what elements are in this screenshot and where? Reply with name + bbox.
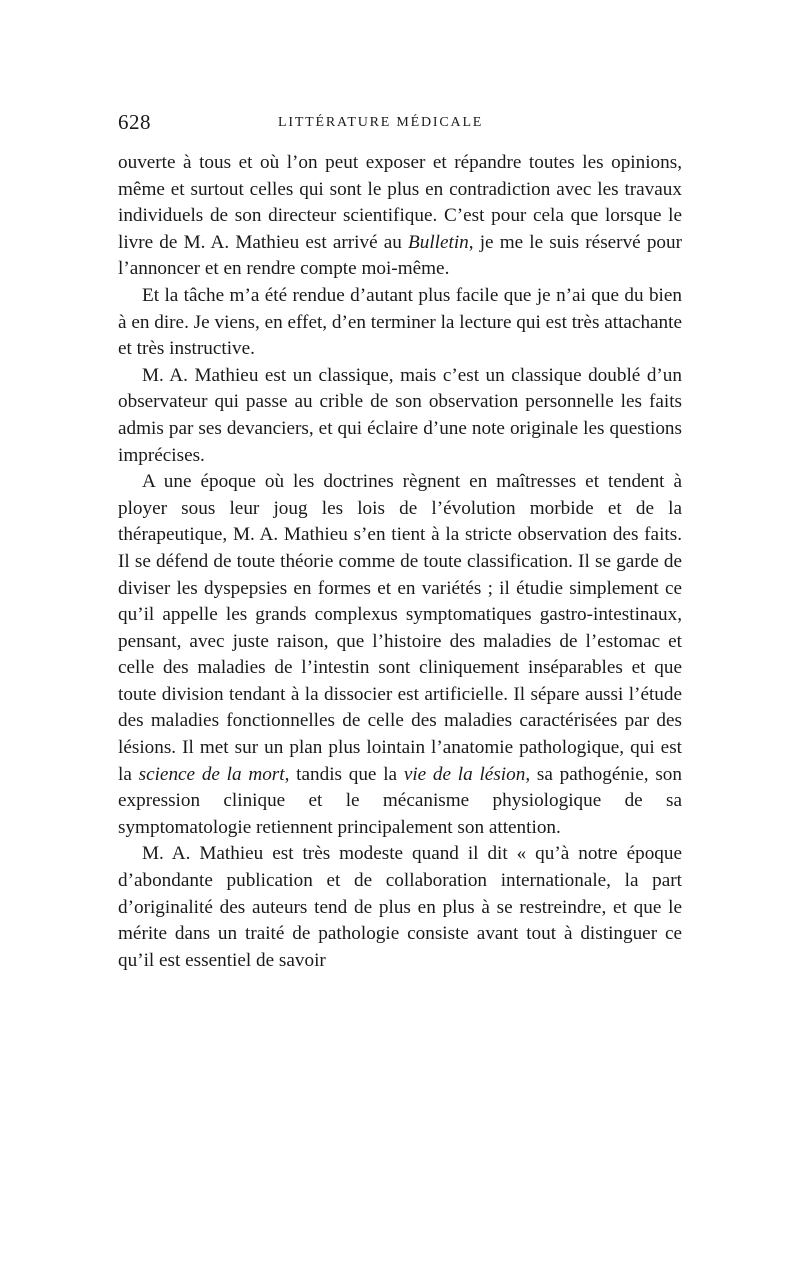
italic-text: science de la mort <box>138 763 285 785</box>
running-title: LITTÉRATURE MÉDICALE <box>278 115 484 130</box>
paragraph <box>118 283 682 363</box>
italic-text: Bulletin <box>408 231 469 253</box>
paragraph <box>118 469 682 841</box>
page-number: 628 <box>118 110 151 134</box>
running-head <box>118 110 682 136</box>
text-segment: ouverte à tous et où l’on peut exposer et répandre toutes les opinions, même et surtout celles qui sont le plus en contradiction avec les travaux individuels de son directeur scientifique. C’est pour cela que lorsque le livre de M. A. Mathieu est arrivé au <box>118 152 682 253</box>
body-text <box>118 150 682 974</box>
text-segment: M. A. Mathieu est un classique, mais c’est un classique doublé d’un observateur qui passe au crible de son observation personnelle les faits admis par ses devanciers, et qui éclaire d’une note originale les questions imprécises. <box>118 364 682 466</box>
book-page <box>118 110 682 974</box>
text-segment: , je me le suis réservé pour l’annoncer et en rendre compte moi-même. <box>118 231 683 280</box>
paragraph <box>118 841 682 974</box>
italic-text: vie de la lésion <box>403 763 526 785</box>
text-segment: , sa pathogénie, son expression clinique et le mécanisme physiologique de sa symptomatologie retiennent principalement son attention. <box>118 763 682 838</box>
text-segment: , tandis que la <box>284 763 404 785</box>
paragraph <box>118 150 682 283</box>
text-segment: A une époque où les doctrines règnent en maîtresses et tendent à ployer sous leur joug les lois de l’évolution morbide et de la thérapeutique, M. A. Mathieu s’en tient à la stricte observation des faits. Il se défend de toute théorie comme de toute classification. Il se garde de diviser les dyspepsies en formes et en variétés ; il étudie simplement ce qu’il appelle les grands complexus symptomatiques gastro-intestinaux, pensant, avec juste raison, que l’histoire des maladies de l’estomac et celle des maladies de l’intestin sont cliniquement inséparables et que toute division tendant à la dissocier est artificielle. Il sépare aussi l’étude des maladies fonctionnelles de celle des maladies caractérisées par des lésions. Il met sur un plan plus lointain l’anatomie pathologique, qui est la <box>118 471 682 785</box>
text-segment: M. A. Mathieu est très modeste quand il dit « qu’à notre époque d’abondante publication et de collaboration internationale, la part d’originalité des auteurs tend de plus en plus à se restreindre, et que le mérite dans un traité de pathologie consiste avant tout à distinguer ce qu’il est essentiel de savoir <box>118 843 682 971</box>
text-segment: Et la tâche m’a été rendue d’autant plus facile que je n’ai que du bien à en dire. Je viens, en effet, d’en terminer la lecture qui est très attachante et très instructive. <box>118 284 682 360</box>
paragraph <box>118 363 682 469</box>
